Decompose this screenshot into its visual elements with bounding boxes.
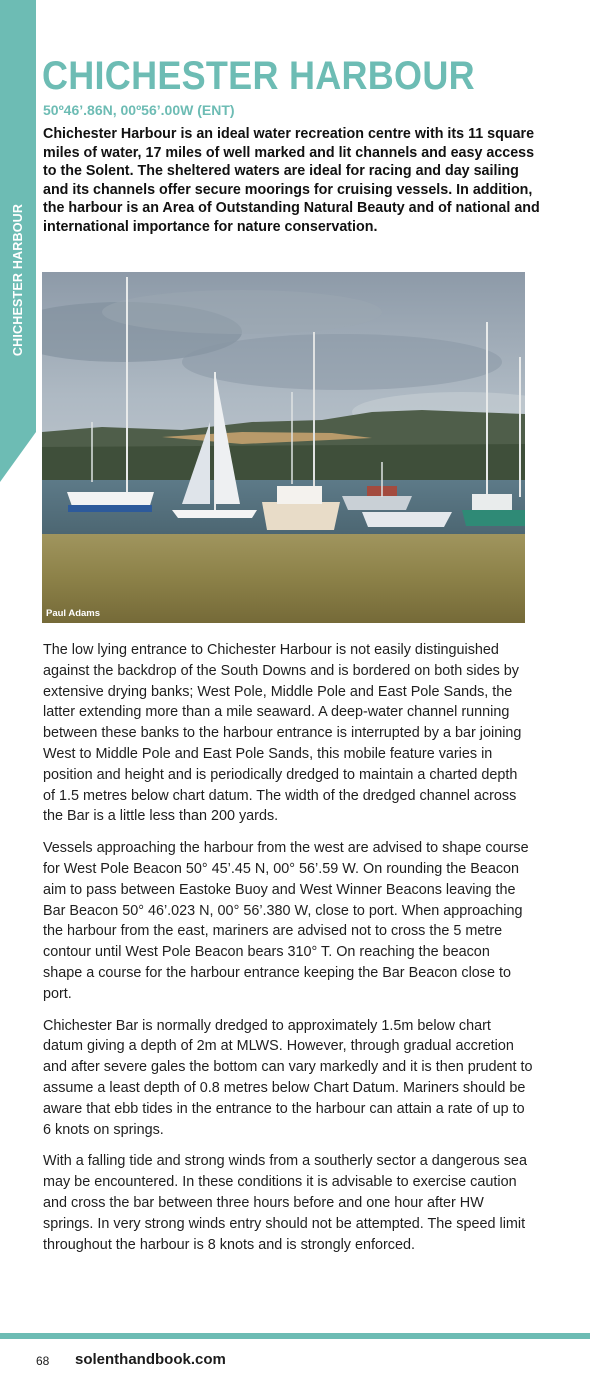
website-link[interactable]: solenthandbook.com xyxy=(75,1351,226,1368)
cloud xyxy=(182,334,502,390)
side-tab-label xyxy=(6,203,30,357)
page-title: CHICHESTER HARBOUR xyxy=(42,54,475,98)
harbour-photo xyxy=(42,272,525,623)
intro-paragraph: Chichester Harbour is an ideal water recreation centre with its 11 square miles of water, 17 miles of well marked and lit channels and easy access to the Solent. The sheltered waters are ideal for racing and day sailing and its channels offer secure moorings for cruising vessels. In addition, the harbour is an Area of Outstanding Natural Beauty and of national and international importance for nature conservation. xyxy=(43,126,540,235)
body-paragraph: Chichester Bar is normally dredged to approximately 1.5m below chart datum giving a depth of 2m at MLWS. However, through gradual accretion and after severe gales the bottom can vary markedly and it is then prudent to assume a least depth of 0.8 metres below Chart Datum. Mariners should be aware that ebb tides in the entrance to the harbour can attain a rate of up to 6 knots on springs. xyxy=(43,1017,533,1138)
footer-rule xyxy=(0,1333,590,1339)
article-body xyxy=(43,640,533,1266)
harbour-coordinates: 50º46’.86N, 00º56’.00W (ENT) xyxy=(43,102,235,118)
harbour-photo-illustration xyxy=(42,272,525,623)
foreground-grass xyxy=(42,534,525,623)
body-paragraph: With a falling tide and strong winds from a southerly sector a dangerous sea may be encountered. In these conditions it is advisable to exercise caution and cross the bar between three hours before and one hour after HW springs. In very strong winds entry should not be attempted. The speed limit throughout the harbour is 8 knots and is strongly enforced. xyxy=(43,1153,527,1253)
page-number: 68 xyxy=(36,1354,50,1368)
cloud xyxy=(102,290,382,334)
side-tab-label-text: CHICHESTER HARBOUR xyxy=(11,203,25,357)
photo-credit: Paul Adams xyxy=(46,608,101,619)
body-paragraph: The low lying entrance to Chichester Harbour is not easily distinguished against the backdrop of the South Downs and is bordered on both sides by extensive drying banks; West Pole, Middle Pole and East Pole Sands, the latter extending more than a mile seaward. A deep-water channel running between these banks to the harbour entrance is interrupted by a bar joining West to Middle Pole and East Pole Sands, this mobile feature varies in position and height and is periodically dredged to maintain a charted depth of 1.5 metres below chart datum. The width of the dredged channel across the Bar is a little less than 200 yards. xyxy=(43,642,522,825)
side-tab-point xyxy=(0,432,36,482)
tree-line xyxy=(42,444,525,484)
body-paragraph: Vessels approaching the harbour from the west are advised to shape course for West Pole Beacon 50° 45’.45 N, 00° 56’.59 W. On rounding the Beacon aim to pass between Eastoke Buoy and West Winner Beacons leaving the Bar Beacon 50° 46’.023 N, 00° 56’.380 W, close to port. When approaching the harbour from the east, mariners are advised not to cross the 5 metre contour until West Pole Beacon bears 310° T. On reaching the beacon shape a course for the harbour entrance keeping the Bar Beacon close to port. xyxy=(43,840,529,1002)
